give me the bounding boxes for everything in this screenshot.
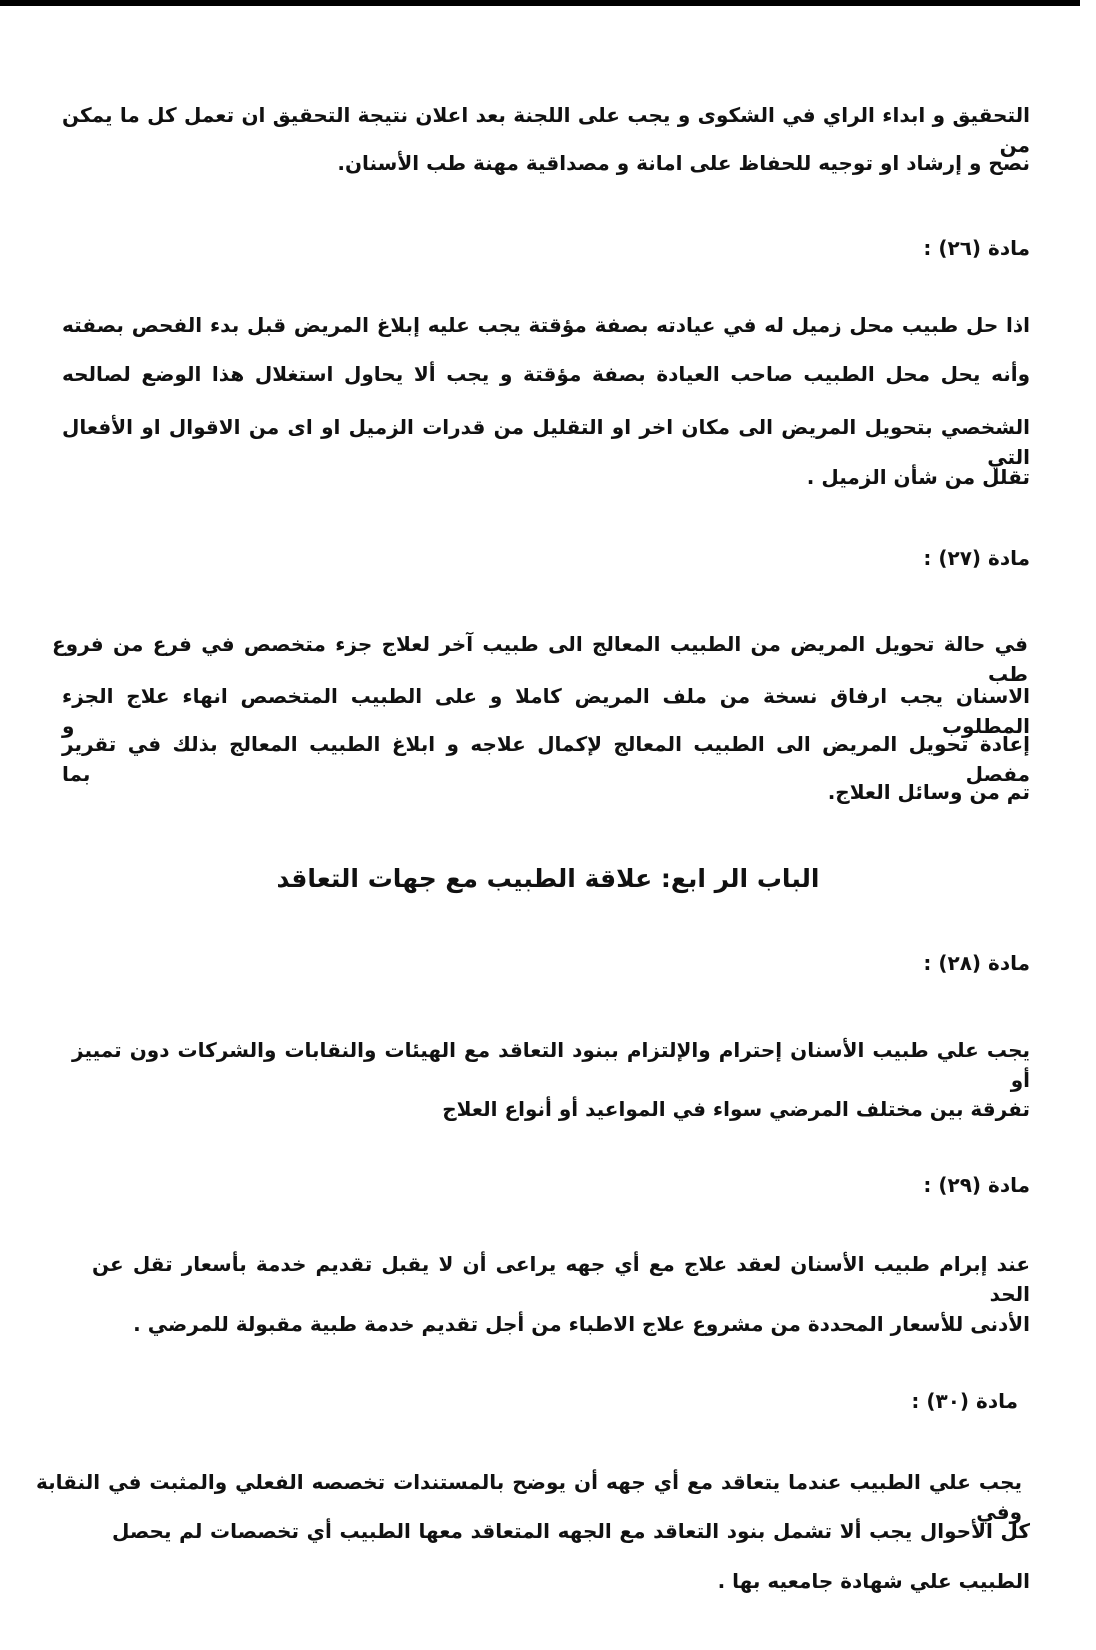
paragraph-line: يجب علي الطبيب عندما يتعاقد مع أي جهه أن يوضح بالمستندات تخصصه الفعلي والمثبت في النقابة وفي	[36, 1470, 1022, 1524]
paragraph-line: نصح و إرشاد او توجيه للحفاظ على امانة و مصداقية مهنة طب الأسنان.	[337, 151, 1030, 175]
paragraph-line: تم من وسائل العلاج.	[827, 780, 1030, 804]
paragraph-line: كل الأحوال يجب ألا تشمل بنود التعاقد مع الجهه المتعاقد معها الطبيب أي تخصصات لم يحصل	[112, 1519, 1030, 1543]
article-27-title: مادة (٢٧) :	[923, 546, 1030, 570]
paragraph-line: اذا حل طبيب محل زميل له في عيادته بصفة مؤقتة يجب عليه إبلاغ المريض قبل بدء الفحص بصفته	[62, 313, 1030, 337]
article-30-title: مادة (٣٠) :	[911, 1389, 1018, 1413]
article-29-title: مادة (٢٩) :	[923, 1173, 1030, 1197]
paragraph-line: تفرقة بين مختلف المرضي سواء في المواعيد أو أنواع العلاج	[442, 1097, 1030, 1121]
paragraph-line: الأدنى للأسعار المحددة من مشروع علاج الاطباء من أجل تقديم خدمة طبية مقبولة للمرضي .	[133, 1312, 1030, 1336]
chapter-heading: الباب الر ابع: علاقة الطبيب مع جهات التعاقد	[276, 864, 820, 893]
paragraph-line: يجب علي طبيب الأسنان إحترام والإلتزام ببنود التعاقد مع الهيئات والنقابات والشركات دون تمييز أو	[72, 1038, 1030, 1092]
paragraph-line: وأنه يحل محل الطبيب صاحب العيادة بصفة مؤقتة و يجب ألا يحاول استغلال هذا الوضع لصالحه	[62, 362, 1030, 386]
paragraph-line: إعادة تحويل المريض الى الطبيب المعالج لإكمال علاجه و ابلاغ الطبيب المعالج بذلك في تقرير مفصل بما	[62, 732, 1030, 786]
paragraph-line: الطبيب علي شهادة جامعيه بها .	[717, 1569, 1030, 1593]
top-border	[0, 0, 1080, 6]
paragraph-line: في حالة تحويل المريض من الطبيب المعالج الى طبيب آخر لعلاج جزء متخصص في فرع من فروع طب	[52, 632, 1028, 686]
paragraph-line: تقلل من شأن الزميل .	[806, 465, 1030, 489]
paragraph-line: الاسنان يجب ارفاق نسخة من ملف المريض كاملا و على الطبيب المتخصص انهاء علاج الجزء المطلوب و	[62, 684, 1030, 738]
article-26-title: مادة (٢٦) :	[923, 236, 1030, 260]
paragraph-line: التحقيق و ابداء الراي في الشكوى و يجب على اللجنة بعد اعلان نتيجة التحقيق ان تعمل كل ما يمكن من	[62, 103, 1030, 157]
paragraph-line: عند إبرام طبيب الأسنان لعقد علاج مع أي جهه يراعى أن لا يقبل تقديم خدمة بأسعار تقل عن الحد	[92, 1252, 1030, 1306]
article-28-title: مادة (٢٨) :	[923, 951, 1030, 975]
paragraph-line: الشخصي بتحويل المريض الى مكان اخر او التقليل من قدرات الزميل او اى من الاقوال او الأفعال التي	[62, 415, 1030, 469]
